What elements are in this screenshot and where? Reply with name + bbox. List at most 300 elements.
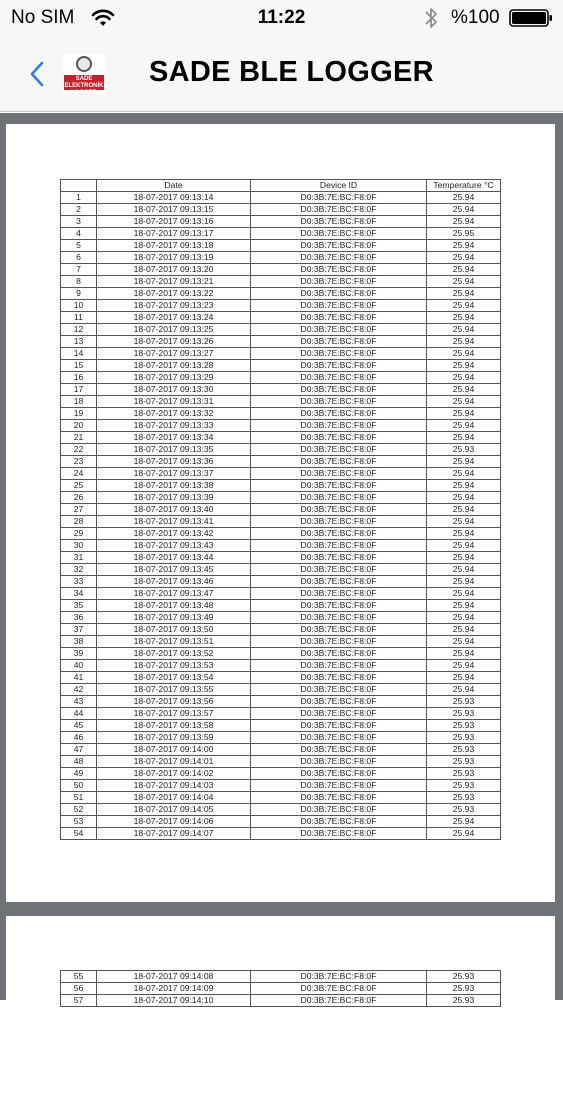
table-row: [61, 240, 501, 252]
table-row: [61, 204, 501, 216]
cell-index: 9: [61, 288, 97, 300]
cell-index: 40: [61, 660, 97, 672]
cell-date: 18-07-2017 09:13:21: [97, 276, 251, 288]
cell-date: 18-07-2017 09:13:25: [97, 324, 251, 336]
table-row: [61, 456, 501, 468]
table-row: [61, 588, 501, 600]
cell-device-id: D0:3B:7E:BC:F8:0F: [251, 672, 427, 684]
cell-date: 18-07-2017 09:14:02: [97, 768, 251, 780]
cell-temperature: 25.94: [427, 384, 501, 396]
table-row: [61, 408, 501, 420]
table-row: [61, 360, 501, 372]
cell-device-id: D0:3B:7E:BC:F8:0F: [251, 456, 427, 468]
cell-device-id: D0:3B:7E:BC:F8:0F: [251, 648, 427, 660]
cell-temperature: 25.94: [427, 612, 501, 624]
cell-temperature: 25.94: [427, 588, 501, 600]
cell-index: 56: [61, 983, 97, 995]
cell-date: 18-07-2017 09:13:24: [97, 312, 251, 324]
cell-device-id: D0:3B:7E:BC:F8:0F: [251, 372, 427, 384]
cell-index: 52: [61, 804, 97, 816]
header-temperature: Temperature °C: [427, 180, 501, 192]
cell-index: 19: [61, 408, 97, 420]
cell-device-id: D0:3B:7E:BC:F8:0F: [251, 264, 427, 276]
cell-date: 18-07-2017 09:13:16: [97, 216, 251, 228]
table-row: [61, 528, 501, 540]
cell-date: 18-07-2017 09:13:23: [97, 300, 251, 312]
cell-device-id: D0:3B:7E:BC:F8:0F: [251, 420, 427, 432]
table-row: [61, 468, 501, 480]
table-row: [61, 312, 501, 324]
cell-date: 18-07-2017 09:14:01: [97, 756, 251, 768]
cell-index: 20: [61, 420, 97, 432]
header-index: [61, 180, 97, 192]
cell-device-id: D0:3B:7E:BC:F8:0F: [251, 516, 427, 528]
cell-index: 7: [61, 264, 97, 276]
cell-device-id: D0:3B:7E:BC:F8:0F: [251, 971, 427, 983]
table-row: [61, 576, 501, 588]
cell-index: 3: [61, 216, 97, 228]
cell-index: 44: [61, 708, 97, 720]
cell-index: 17: [61, 384, 97, 396]
cell-temperature: 25.93: [427, 995, 501, 1007]
app-logo: [63, 54, 105, 94]
cell-index: 14: [61, 348, 97, 360]
cell-date: 18-07-2017 09:13:59: [97, 732, 251, 744]
cell-index: 4: [61, 228, 97, 240]
cell-temperature: 25.94: [427, 624, 501, 636]
cell-temperature: 25.94: [427, 276, 501, 288]
table-row: [61, 564, 501, 576]
cell-temperature: 25.94: [427, 336, 501, 348]
cell-index: 42: [61, 684, 97, 696]
cell-date: 18-07-2017 09:13:39: [97, 492, 251, 504]
cell-device-id: D0:3B:7E:BC:F8:0F: [251, 432, 427, 444]
cell-temperature: 25.93: [427, 780, 501, 792]
cell-temperature: 25.94: [427, 264, 501, 276]
cell-device-id: D0:3B:7E:BC:F8:0F: [251, 240, 427, 252]
cell-index: 32: [61, 564, 97, 576]
cell-index: 24: [61, 468, 97, 480]
cell-temperature: 25.94: [427, 420, 501, 432]
cell-index: 55: [61, 971, 97, 983]
cell-date: 18-07-2017 09:13:54: [97, 672, 251, 684]
cell-date: 18-07-2017 09:14:05: [97, 804, 251, 816]
cell-device-id: D0:3B:7E:BC:F8:0F: [251, 708, 427, 720]
cell-index: 47: [61, 744, 97, 756]
cell-temperature: 25.94: [427, 312, 501, 324]
cell-device-id: D0:3B:7E:BC:F8:0F: [251, 612, 427, 624]
cell-temperature: 25.94: [427, 468, 501, 480]
table-row: [61, 288, 501, 300]
cell-index: 50: [61, 780, 97, 792]
cell-index: 8: [61, 276, 97, 288]
cell-temperature: 25.95: [427, 228, 501, 240]
cell-device-id: D0:3B:7E:BC:F8:0F: [251, 552, 427, 564]
table-row: [61, 995, 501, 1007]
cell-device-id: D0:3B:7E:BC:F8:0F: [251, 624, 427, 636]
cell-date: 18-07-2017 09:14:09: [97, 983, 251, 995]
cell-temperature: 25.94: [427, 684, 501, 696]
cell-temperature: 25.94: [427, 300, 501, 312]
cell-device-id: D0:3B:7E:BC:F8:0F: [251, 408, 427, 420]
cell-date: 18-07-2017 09:13:57: [97, 708, 251, 720]
cell-temperature: 25.93: [427, 708, 501, 720]
cell-temperature: 25.93: [427, 744, 501, 756]
cell-date: 18-07-2017 09:13:32: [97, 408, 251, 420]
cell-date: 18-07-2017 09:13:35: [97, 444, 251, 456]
log-table: [60, 179, 501, 840]
log-table-body: [61, 971, 501, 1007]
cell-index: 48: [61, 756, 97, 768]
cell-device-id: D0:3B:7E:BC:F8:0F: [251, 348, 427, 360]
cell-temperature: 25.93: [427, 792, 501, 804]
cell-temperature: 25.93: [427, 696, 501, 708]
cell-temperature: 25.94: [427, 660, 501, 672]
cell-temperature: 25.94: [427, 360, 501, 372]
cell-index: 10: [61, 300, 97, 312]
cell-index: 6: [61, 252, 97, 264]
cell-temperature: 25.93: [427, 804, 501, 816]
table-row: [61, 672, 501, 684]
cell-date: 18-07-2017 09:14:07: [97, 828, 251, 840]
cell-index: 25: [61, 480, 97, 492]
table-row: [61, 792, 501, 804]
cell-index: 2: [61, 204, 97, 216]
cell-date: 18-07-2017 09:13:49: [97, 612, 251, 624]
table-row: [61, 372, 501, 384]
cell-index: 38: [61, 636, 97, 648]
table-row: [61, 540, 501, 552]
cell-temperature: 25.94: [427, 516, 501, 528]
cell-temperature: 25.94: [427, 552, 501, 564]
cell-temperature: 25.94: [427, 456, 501, 468]
cell-device-id: D0:3B:7E:BC:F8:0F: [251, 636, 427, 648]
table-row: [61, 648, 501, 660]
cell-temperature: 25.94: [427, 192, 501, 204]
table-row: [61, 744, 501, 756]
table-row: [61, 983, 501, 995]
cell-temperature: 25.94: [427, 600, 501, 612]
table-row: [61, 216, 501, 228]
table-row: [61, 552, 501, 564]
cell-device-id: D0:3B:7E:BC:F8:0F: [251, 504, 427, 516]
pdf-page-1: [6, 124, 555, 902]
cell-temperature: 25.94: [427, 408, 501, 420]
cell-temperature: 25.94: [427, 216, 501, 228]
cell-device-id: D0:3B:7E:BC:F8:0F: [251, 660, 427, 672]
navigation-bar: [0, 36, 563, 112]
cell-device-id: D0:3B:7E:BC:F8:0F: [251, 768, 427, 780]
table-row: [61, 660, 501, 672]
cell-index: 33: [61, 576, 97, 588]
cell-device-id: D0:3B:7E:BC:F8:0F: [251, 288, 427, 300]
cell-date: 18-07-2017 09:14:04: [97, 792, 251, 804]
cell-device-id: D0:3B:7E:BC:F8:0F: [251, 756, 427, 768]
cell-date: 18-07-2017 09:14:06: [97, 816, 251, 828]
cell-date: 18-07-2017 09:13:41: [97, 516, 251, 528]
table-row: [61, 732, 501, 744]
table-row: [61, 480, 501, 492]
cell-temperature: 25.94: [427, 576, 501, 588]
table-row: [61, 516, 501, 528]
cell-date: 18-07-2017 09:13:44: [97, 552, 251, 564]
cell-device-id: D0:3B:7E:BC:F8:0F: [251, 684, 427, 696]
pdf-page-2: [6, 916, 555, 1116]
cell-device-id: D0:3B:7E:BC:F8:0F: [251, 384, 427, 396]
table-header-row: [61, 180, 501, 192]
table-row: [61, 624, 501, 636]
header-device-id: Device ID: [251, 180, 427, 192]
cell-date: 18-07-2017 09:13:45: [97, 564, 251, 576]
cell-index: 30: [61, 540, 97, 552]
cell-index: 5: [61, 240, 97, 252]
cell-temperature: 25.94: [427, 288, 501, 300]
table-row: [61, 708, 501, 720]
table-row: [61, 432, 501, 444]
cell-device-id: D0:3B:7E:BC:F8:0F: [251, 576, 427, 588]
page-title: SADE BLE LOGGER: [149, 56, 434, 88]
cell-index: 15: [61, 360, 97, 372]
cell-date: 18-07-2017 09:13:52: [97, 648, 251, 660]
cell-index: 31: [61, 552, 97, 564]
cell-date: 18-07-2017 09:13:34: [97, 432, 251, 444]
cell-date: 18-07-2017 09:13:29: [97, 372, 251, 384]
cell-device-id: D0:3B:7E:BC:F8:0F: [251, 828, 427, 840]
cell-temperature: 25.93: [427, 983, 501, 995]
log-table-body: [61, 192, 501, 840]
table-row: [61, 684, 501, 696]
table-row: [61, 336, 501, 348]
table-row: [61, 696, 501, 708]
cell-temperature: 25.94: [427, 240, 501, 252]
cell-device-id: D0:3B:7E:BC:F8:0F: [251, 216, 427, 228]
chevron-left-icon[interactable]: [28, 60, 48, 88]
cell-device-id: D0:3B:7E:BC:F8:0F: [251, 600, 427, 612]
table-row: [61, 396, 501, 408]
cell-date: 18-07-2017 09:14:00: [97, 744, 251, 756]
cell-index: 23: [61, 456, 97, 468]
cell-date: 18-07-2017 09:13:22: [97, 288, 251, 300]
cell-temperature: 25.93: [427, 444, 501, 456]
logo-emblem-icon: [76, 56, 92, 72]
header-date: Date: [97, 180, 251, 192]
cell-device-id: D0:3B:7E:BC:F8:0F: [251, 312, 427, 324]
cell-temperature: 25.94: [427, 672, 501, 684]
table-row: [61, 384, 501, 396]
cell-temperature: 25.94: [427, 480, 501, 492]
cell-temperature: 25.94: [427, 348, 501, 360]
cell-index: 16: [61, 372, 97, 384]
cell-temperature: 25.94: [427, 648, 501, 660]
battery-percent: %100: [451, 7, 500, 28]
cell-index: 21: [61, 432, 97, 444]
cell-temperature: 25.93: [427, 971, 501, 983]
cell-temperature: 25.93: [427, 756, 501, 768]
table-row: [61, 971, 501, 983]
cell-temperature: 25.93: [427, 720, 501, 732]
table-row: [61, 300, 501, 312]
table-row: [61, 252, 501, 264]
cell-device-id: D0:3B:7E:BC:F8:0F: [251, 396, 427, 408]
cell-temperature: 25.94: [427, 828, 501, 840]
cell-index: 35: [61, 600, 97, 612]
cell-date: 18-07-2017 09:13:19: [97, 252, 251, 264]
log-table-continued: [60, 970, 501, 1007]
cell-date: 18-07-2017 09:13:14: [97, 192, 251, 204]
table-row: [61, 276, 501, 288]
cell-device-id: D0:3B:7E:BC:F8:0F: [251, 744, 427, 756]
cell-device-id: D0:3B:7E:BC:F8:0F: [251, 696, 427, 708]
cell-temperature: 25.94: [427, 324, 501, 336]
status-bar: [0, 0, 563, 36]
cell-temperature: 25.94: [427, 540, 501, 552]
cell-device-id: D0:3B:7E:BC:F8:0F: [251, 300, 427, 312]
table-row: [61, 636, 501, 648]
cell-temperature: 25.94: [427, 432, 501, 444]
cell-temperature: 25.94: [427, 492, 501, 504]
cell-device-id: D0:3B:7E:BC:F8:0F: [251, 804, 427, 816]
cell-index: 13: [61, 336, 97, 348]
table-row: [61, 504, 501, 516]
cell-index: 54: [61, 828, 97, 840]
cell-index: 29: [61, 528, 97, 540]
cell-date: 18-07-2017 09:13:37: [97, 468, 251, 480]
cell-date: 18-07-2017 09:13:27: [97, 348, 251, 360]
cell-temperature: 25.94: [427, 528, 501, 540]
cell-date: 18-07-2017 09:13:36: [97, 456, 251, 468]
cell-device-id: D0:3B:7E:BC:F8:0F: [251, 324, 427, 336]
cell-date: 18-07-2017 09:13:51: [97, 636, 251, 648]
cell-index: 51: [61, 792, 97, 804]
cell-device-id: D0:3B:7E:BC:F8:0F: [251, 492, 427, 504]
cell-device-id: D0:3B:7E:BC:F8:0F: [251, 792, 427, 804]
cell-temperature: 25.94: [427, 636, 501, 648]
cell-device-id: D0:3B:7E:BC:F8:0F: [251, 983, 427, 995]
clock: 11:22: [257, 7, 306, 28]
cell-index: 37: [61, 624, 97, 636]
cell-temperature: 25.94: [427, 816, 501, 828]
logo-band: SADE ELEKTRONİK LOGGER: [64, 76, 104, 96]
cell-date: 18-07-2017 09:13:53: [97, 660, 251, 672]
cell-index: 11: [61, 312, 97, 324]
cell-date: 18-07-2017 09:13:58: [97, 720, 251, 732]
cell-index: 27: [61, 504, 97, 516]
cell-device-id: D0:3B:7E:BC:F8:0F: [251, 276, 427, 288]
cell-index: 39: [61, 648, 97, 660]
carrier-label: No SIM: [11, 7, 75, 28]
table-row: [61, 612, 501, 624]
cell-device-id: D0:3B:7E:BC:F8:0F: [251, 204, 427, 216]
table-row: [61, 192, 501, 204]
cell-device-id: D0:3B:7E:BC:F8:0F: [251, 732, 427, 744]
cell-device-id: D0:3B:7E:BC:F8:0F: [251, 468, 427, 480]
cell-date: 18-07-2017 09:13:38: [97, 480, 251, 492]
cell-date: 18-07-2017 09:13:33: [97, 420, 251, 432]
cell-date: 18-07-2017 09:13:46: [97, 576, 251, 588]
pdf-viewer[interactable]: [0, 113, 563, 1005]
cell-index: 57: [61, 995, 97, 1007]
table-row: [61, 756, 501, 768]
cell-index: 34: [61, 588, 97, 600]
table-row: [61, 324, 501, 336]
table-row: [61, 720, 501, 732]
cell-device-id: D0:3B:7E:BC:F8:0F: [251, 528, 427, 540]
cell-device-id: D0:3B:7E:BC:F8:0F: [251, 816, 427, 828]
cell-date: 18-07-2017 09:13:55: [97, 684, 251, 696]
cell-temperature: 25.94: [427, 396, 501, 408]
cell-device-id: D0:3B:7E:BC:F8:0F: [251, 360, 427, 372]
cell-index: 1: [61, 192, 97, 204]
cell-date: 18-07-2017 09:13:50: [97, 624, 251, 636]
cell-index: 46: [61, 732, 97, 744]
table-row: [61, 348, 501, 360]
cell-temperature: 25.94: [427, 504, 501, 516]
table-row: [61, 816, 501, 828]
cell-date: 18-07-2017 09:13:47: [97, 588, 251, 600]
cell-date: 18-07-2017 09:13:15: [97, 204, 251, 216]
cell-date: 18-07-2017 09:13:48: [97, 600, 251, 612]
cell-device-id: D0:3B:7E:BC:F8:0F: [251, 192, 427, 204]
cell-temperature: 25.94: [427, 372, 501, 384]
cell-index: 43: [61, 696, 97, 708]
cell-date: 18-07-2017 09:14:08: [97, 971, 251, 983]
table-row: [61, 828, 501, 840]
table-row: [61, 768, 501, 780]
cell-device-id: D0:3B:7E:BC:F8:0F: [251, 444, 427, 456]
cell-device-id: D0:3B:7E:BC:F8:0F: [251, 336, 427, 348]
cell-date: 18-07-2017 09:13:26: [97, 336, 251, 348]
cell-index: 53: [61, 816, 97, 828]
bluetooth-icon: [424, 6, 438, 30]
cell-date: 18-07-2017 09:13:31: [97, 396, 251, 408]
cell-device-id: D0:3B:7E:BC:F8:0F: [251, 480, 427, 492]
cell-temperature: 25.94: [427, 252, 501, 264]
cell-index: 12: [61, 324, 97, 336]
cell-date: 18-07-2017 09:13:28: [97, 360, 251, 372]
cell-index: 36: [61, 612, 97, 624]
cell-index: 41: [61, 672, 97, 684]
cell-date: 18-07-2017 09:14:03: [97, 780, 251, 792]
cell-date: 18-07-2017 09:13:30: [97, 384, 251, 396]
cell-device-id: D0:3B:7E:BC:F8:0F: [251, 252, 427, 264]
cell-date: 18-07-2017 09:13:18: [97, 240, 251, 252]
cell-temperature: 25.93: [427, 768, 501, 780]
cell-device-id: D0:3B:7E:BC:F8:0F: [251, 564, 427, 576]
cell-device-id: D0:3B:7E:BC:F8:0F: [251, 540, 427, 552]
cell-device-id: D0:3B:7E:BC:F8:0F: [251, 588, 427, 600]
cell-device-id: D0:3B:7E:BC:F8:0F: [251, 228, 427, 240]
cell-date: 18-07-2017 09:13:43: [97, 540, 251, 552]
cell-index: 49: [61, 768, 97, 780]
table-row: [61, 780, 501, 792]
table-row: [61, 804, 501, 816]
cell-index: 22: [61, 444, 97, 456]
cell-date: 18-07-2017 09:13:17: [97, 228, 251, 240]
cell-date: 18-07-2017 09:13:42: [97, 528, 251, 540]
cell-date: 18-07-2017 09:14:10: [97, 995, 251, 1007]
table-row: [61, 492, 501, 504]
cell-index: 45: [61, 720, 97, 732]
cell-device-id: D0:3B:7E:BC:F8:0F: [251, 720, 427, 732]
cell-device-id: D0:3B:7E:BC:F8:0F: [251, 780, 427, 792]
cell-index: 18: [61, 396, 97, 408]
cell-date: 18-07-2017 09:13:56: [97, 696, 251, 708]
cell-date: 18-07-2017 09:13:20: [97, 264, 251, 276]
table-row: [61, 600, 501, 612]
cell-temperature: 25.94: [427, 564, 501, 576]
table-row: [61, 420, 501, 432]
cell-date: 18-07-2017 09:13:40: [97, 504, 251, 516]
